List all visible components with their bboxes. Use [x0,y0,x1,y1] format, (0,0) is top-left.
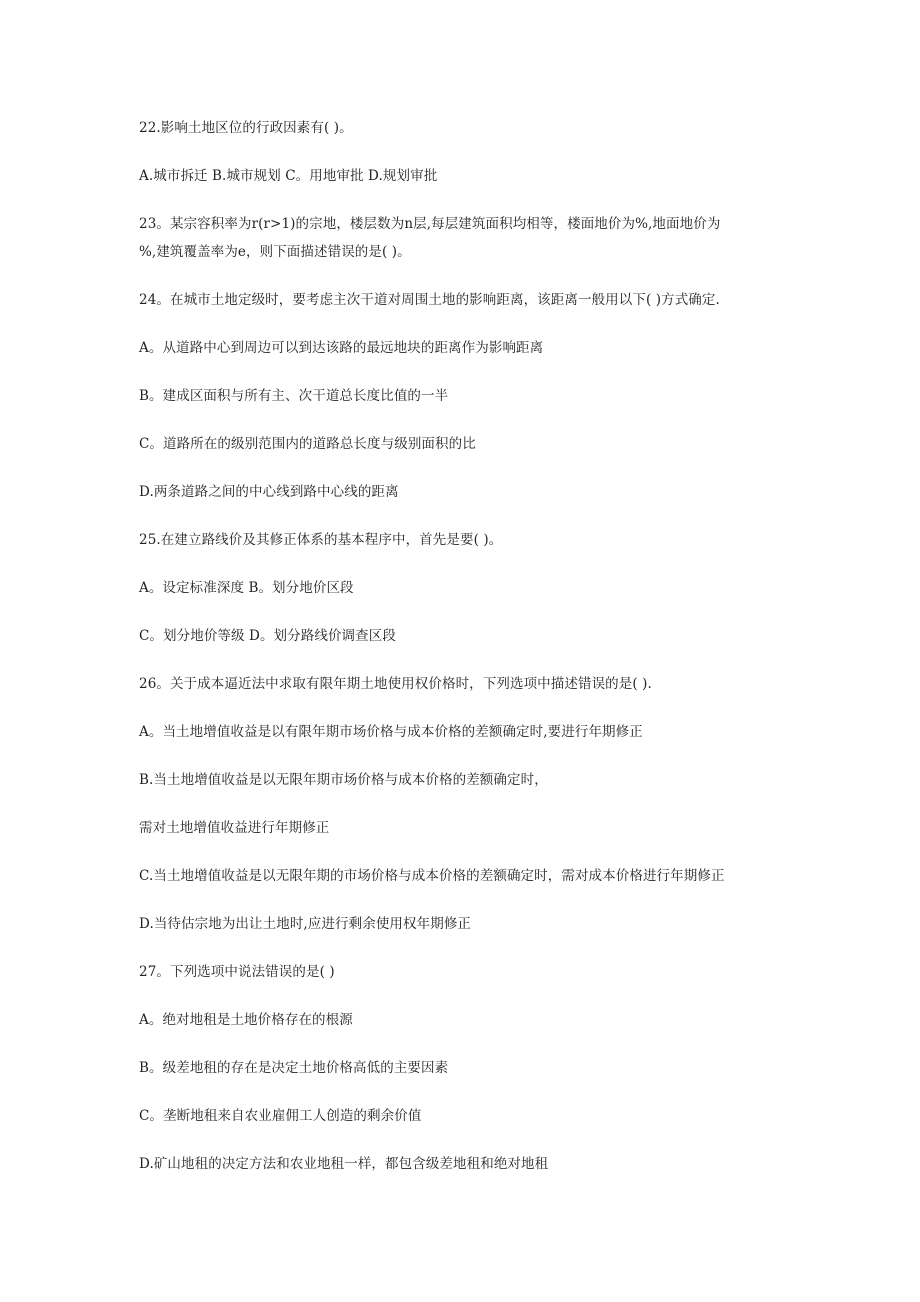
question-23-line-1: 23。某宗容积率为r(r>1)的宗地，楼层数为n层,每层建筑面积均相等，楼面地价为%,地面地价为 [139,216,721,232]
question-24-option-a: A。从道路中心到周边可以到达该路的最远地块的距离作为影响距离 [139,340,544,356]
question-23-line-2: %,建筑覆盖率为e，则下面描述错误的是( )。 [139,244,411,260]
question-27: 27。下列选项中说法错误的是( ) [139,964,335,980]
question-27-option-b: B。级差地租的存在是决定土地价格高低的主要因素 [139,1060,449,1076]
question-26-option-a: A。当土地增值收益是以有限年期市场价格与成本价格的差额确定时,要进行年期修正 [139,724,643,740]
question-24-option-c: C。道路所在的级别范围内的道路总长度与级别面积的比 [139,436,476,452]
question-25-options-ab: A。设定标准深度 B。划分地价区段 [139,580,354,596]
question-26-option-c: C.当土地增值收益是以无限年期的市场价格与成本价格的差额确定时，需对成本价格进行年期修正 [139,868,725,884]
question-24-option-b: B。建成区面积与所有主、次干道总长度比值的一半 [139,388,449,404]
question-22: 22.影响土地区位的行政因素有( )。 [139,120,353,136]
question-24: 24。在城市土地定级时，要考虑主次干道对周围土地的影响距离，该距离一般用以下( )方式确定. [139,292,720,308]
question-25: 25.在建立路线价及其修正体系的基本程序中，首先是要( )。 [139,532,503,548]
question-26-option-d: D.当待估宗地为出让土地时,应进行剩余使用权年期修正 [139,916,472,932]
question-27-option-d: D.矿山地租的决定方法和农业地租一样，都包含级差地租和绝对地租 [139,1156,549,1172]
document-body [139,118,789,1202]
question-22-options: A.城市拆迁 B.城市规划 C。用地审批 D.规划审批 [139,168,438,184]
question-27-option-c: C。垄断地租来自农业雇佣工人创造的剩余价值 [139,1108,422,1124]
question-27-option-a: A。绝对地租是土地价格存在的根源 [139,1012,353,1028]
question-25-options-cd: C。划分地价等级 D。划分路线价调查区段 [139,628,396,644]
question-26: 26。关于成本逼近法中求取有限年期土地使用权价格时，下列选项中描述错误的是( ). [139,676,652,692]
question-26-option-b-line-1: B.当土地增值收益是以无限年期市场价格与成本价格的差额确定时， [139,772,548,788]
question-24-option-d: D.两条道路之间的中心线到路中心线的距离 [139,484,399,500]
question-26-option-b-line-2: 需对土地增值收益进行年期修正 [139,820,330,836]
